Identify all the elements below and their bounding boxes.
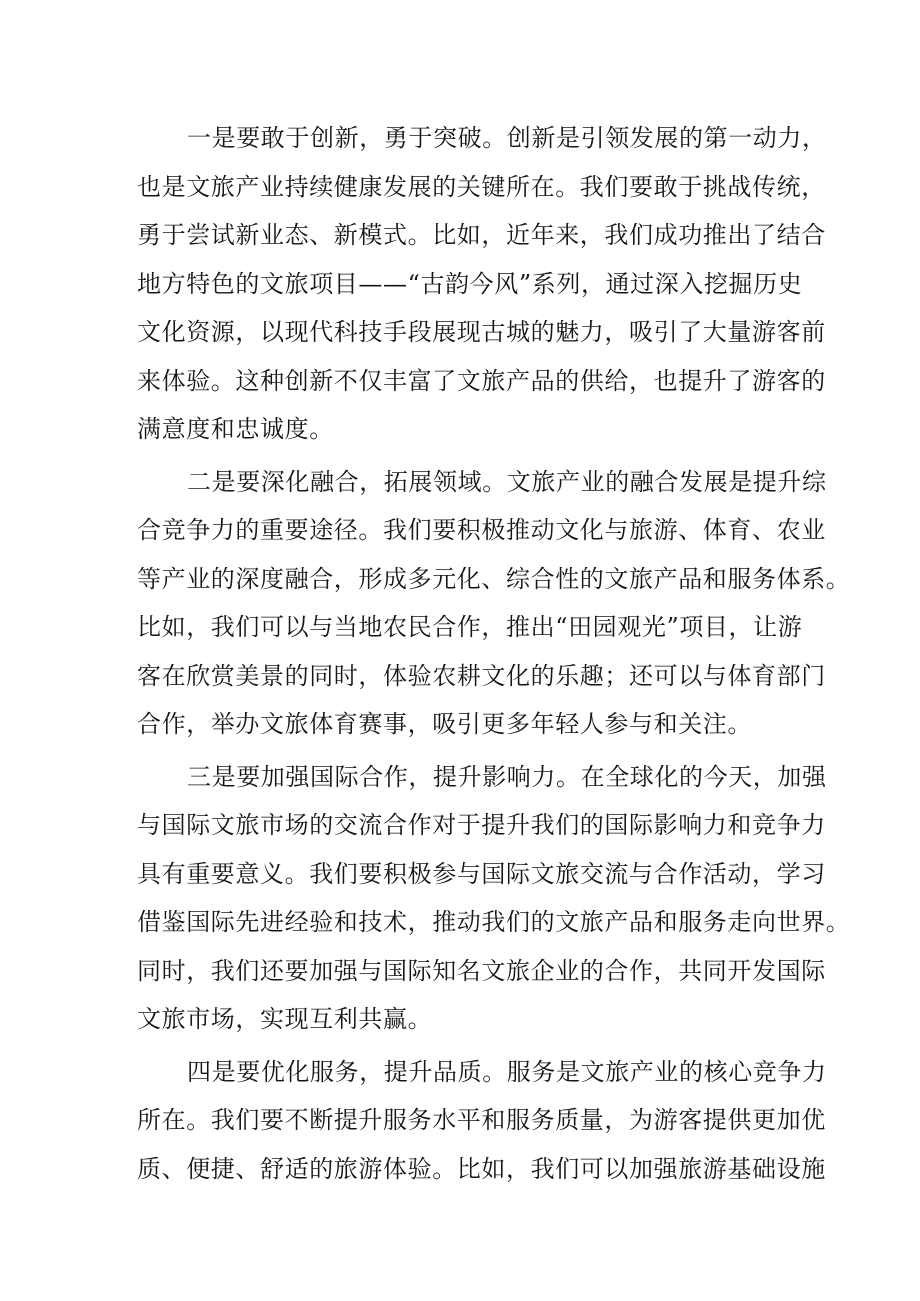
- text-line: 也是文旅产业持续健康发展的关键所在。我们要敢于挑战传统，: [137, 172, 826, 201]
- text-line: 文旅市场，实现互利共赢。: [137, 1005, 433, 1033]
- text-line: 文化资源，以现代科技手段展现古城的魅力，吸引了大量游客前: [137, 318, 826, 346]
- text-line: 勇于尝试新业态、新模式。比如，近年来，我们成功推出了结合: [137, 221, 826, 249]
- paragraph-international-cooperation: [137, 753, 851, 1044]
- text-line: 三是要加强国际合作，提升影响力。在全球化的今天，加强: [187, 762, 827, 791]
- text-line: 比如，我们可以与当地农民合作，推出“田园观光”项目，让游: [137, 613, 803, 641]
- text-line: 同时，我们还要加强与国际知名文旅企业的合作，共同开发国际: [137, 956, 826, 985]
- body-text: [137, 114, 851, 1197]
- paragraph-service: [137, 1048, 827, 1194]
- text-line: 客在欣赏美景的同时，体验农耕文化的乐趣；还可以与体育部门: [137, 661, 826, 690]
- text-line: 满意度和忠诚度。: [137, 415, 334, 443]
- text-line: 具有重要意义。我们要积极参与国际文旅交流与合作活动，学习: [137, 859, 826, 888]
- text-line: 二是要深化融合，拓展领域。文旅产业的融合发展是提升综: [187, 467, 827, 496]
- text-line: 所在。我们要不断提升服务水平和服务质量，为游客提供更加优: [137, 1106, 826, 1134]
- text-line: 与国际文旅市场的交流合作对于提升我们的国际影响力和竞争力: [137, 811, 826, 839]
- text-line: 等产业的深度融合，形成多元化、综合性的文旅产品和服务体系。: [137, 564, 851, 593]
- paragraph-integration: [137, 458, 851, 749]
- text-line: 合作，举办文旅体育赛事，吸引更多年轻人参与和关注。: [137, 710, 752, 738]
- text-line: 一是要敢于创新，勇于突破。创新是引领发展的第一动力，: [187, 124, 827, 152]
- text-line: 合竞争力的重要途径。我们要积极推动文化与旅游、体育、农业: [137, 516, 826, 544]
- text-line: 质、便捷、舒适的旅游体验。比如，我们可以加强旅游基础设施: [137, 1154, 826, 1183]
- text-line: 四是要优化服务，提升品质。服务是文旅产业的核心竞争力: [187, 1057, 827, 1086]
- text-line: 地方特色的文旅项目——“古韵今风”系列，通过深入挖掘历史: [137, 269, 803, 298]
- paragraph-innovation: [137, 114, 827, 454]
- text-line: 来体验。这种创新不仅丰富了文旅产品的供给，也提升了游客的: [137, 366, 826, 395]
- text-line: 借鉴国际先进经验和技术，推动我们的文旅产品和服务走向世界。: [137, 908, 851, 936]
